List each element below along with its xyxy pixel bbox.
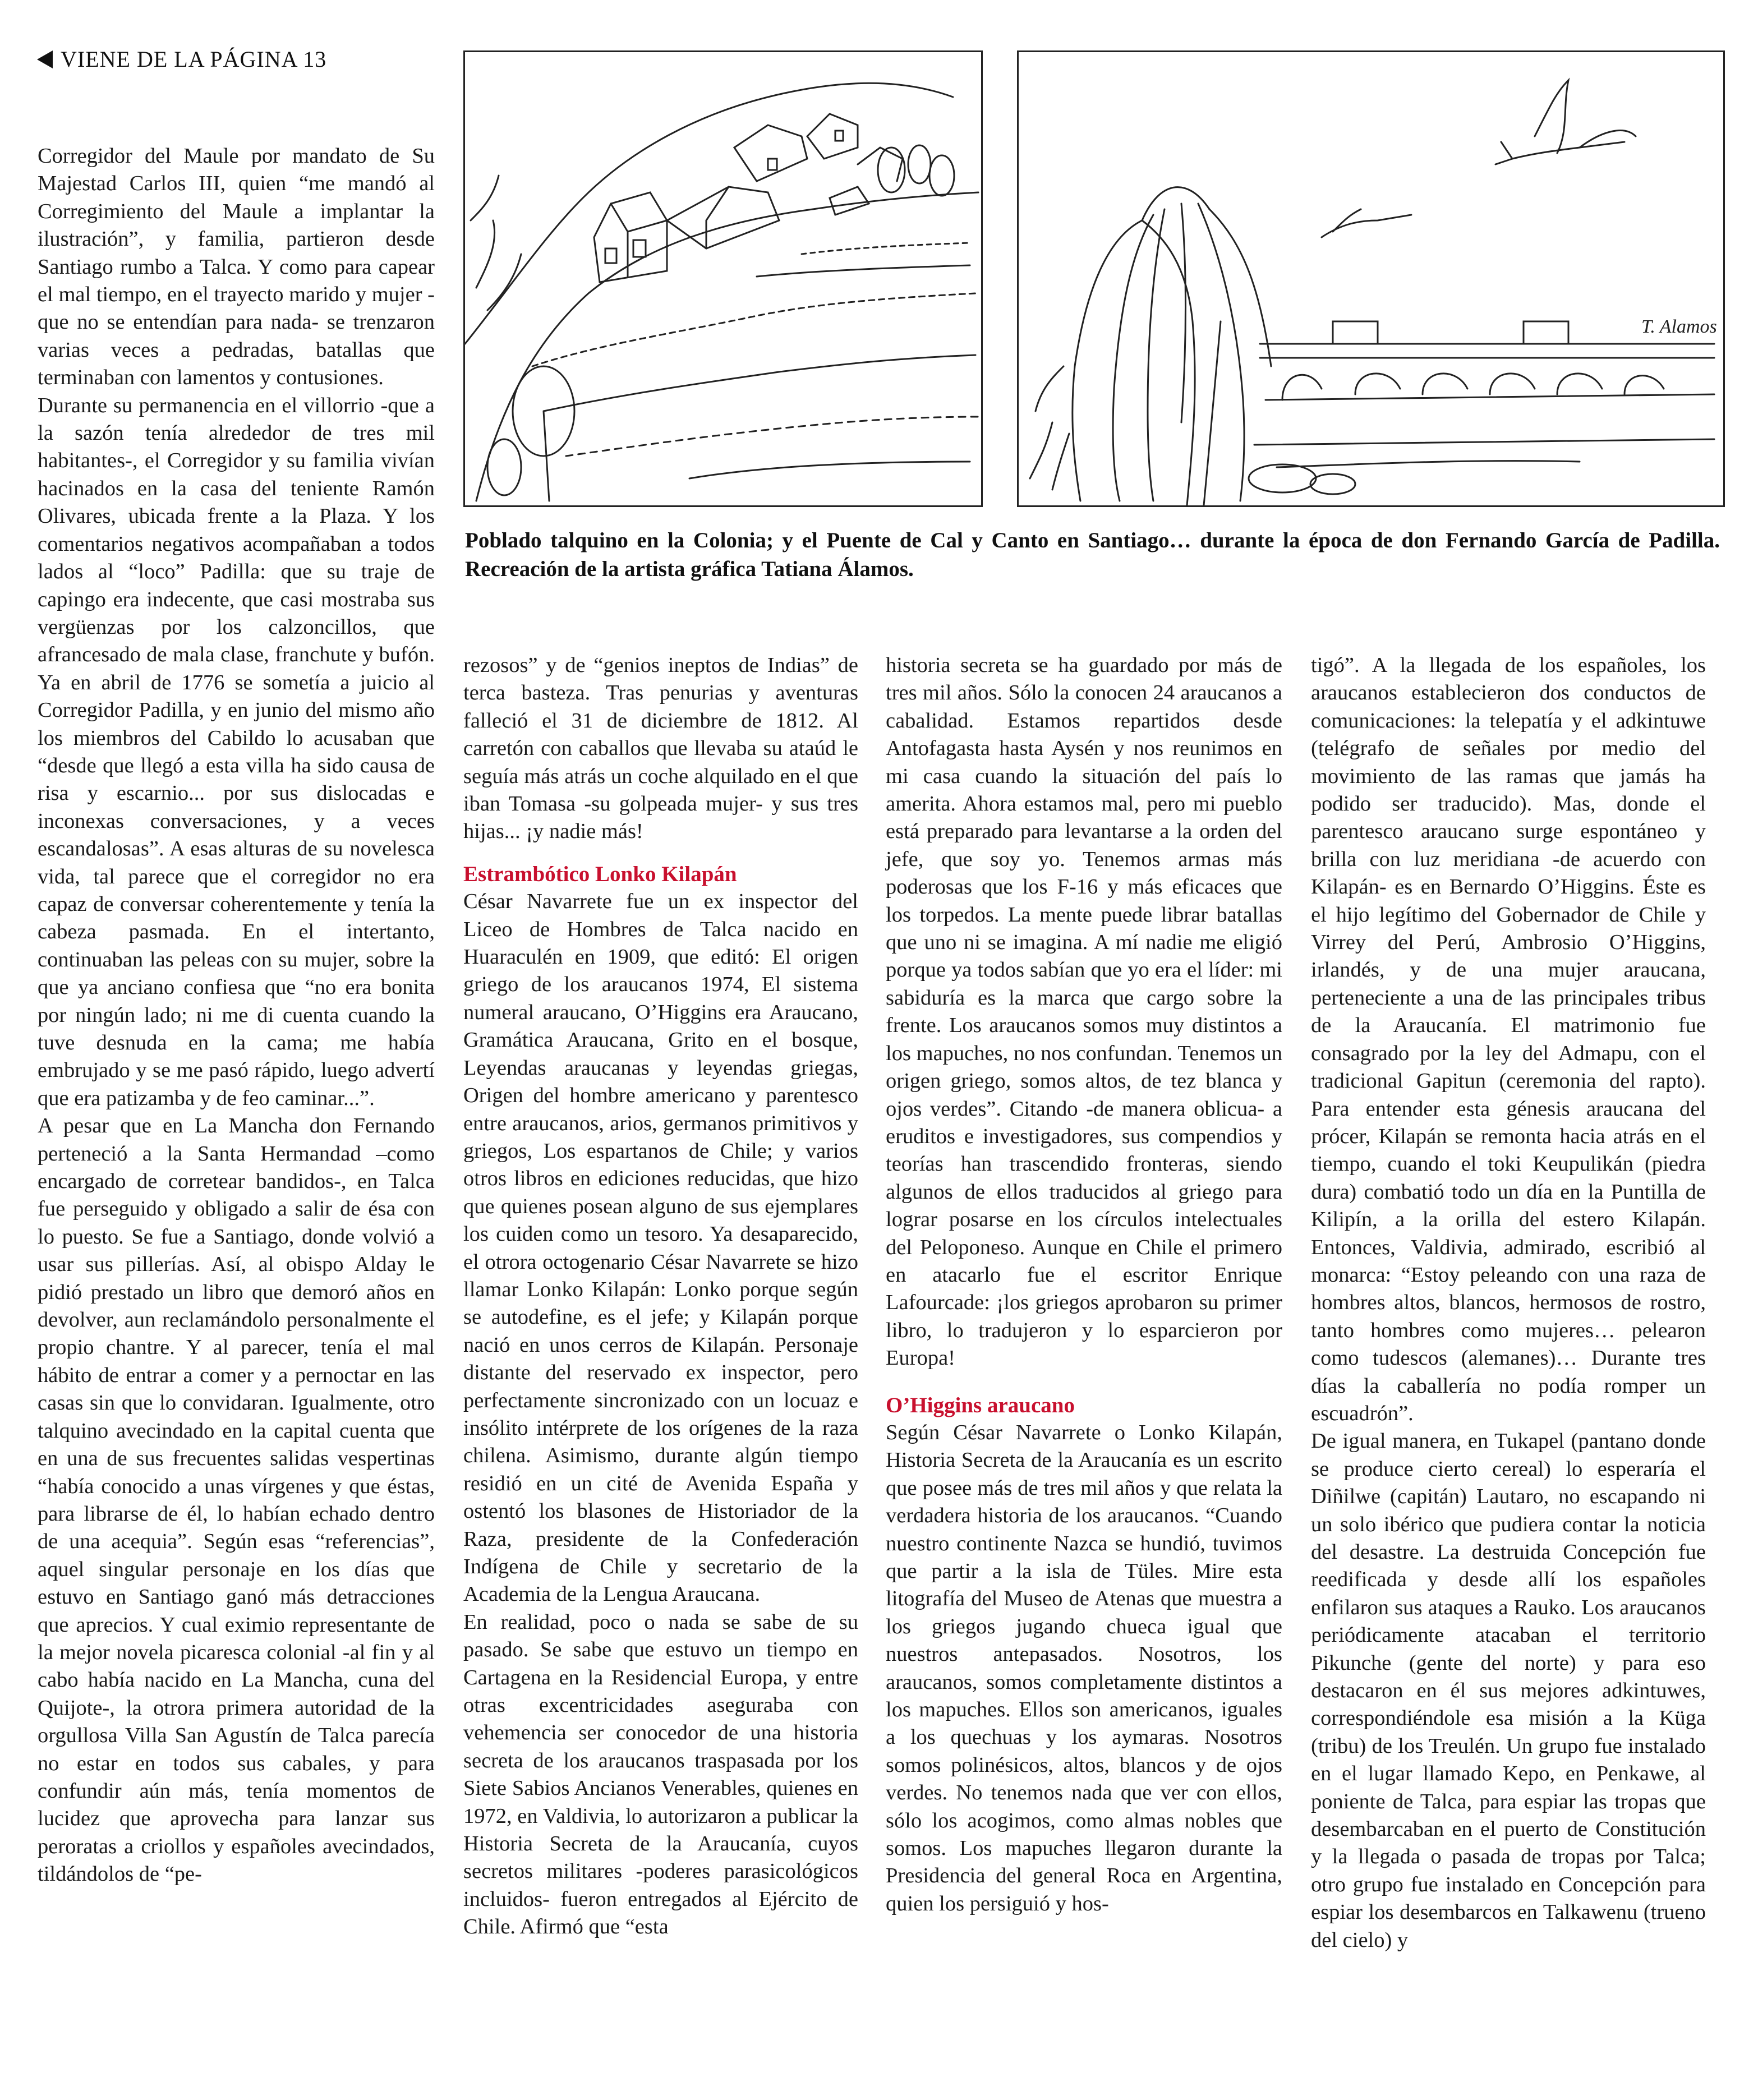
- bridge-illustration: [1017, 50, 1725, 507]
- bridge-drawing: [1019, 52, 1723, 505]
- paragraph: César Navarrete fue un ex inspector del Liceo de Hombres de Talca nacido en Huaraculén en 1909, que editó: El origen griego de los araucanos 1974, El sistema numeral araucano, O’Higgins era Araucano, Gramática Araucana, Grito en el bosque, Leyendas araucanas y leyendas griegas, Origen del hombre americano y parentesco entre araucanos, arios, germanos primitivos y griegos, Los espartanos de Chile; y varios otros libros en ediciones reducidas, que hizo que quienes posean alguno de sus ejemplares los cuiden como un tesoro. Ya desaparecido, el otrora octogenario César Navarrete se hizo llamar Lonko Kilapán: Lonko porque según se autodefine, es el jefe; y Kilapán porque nació en unos cerros de Kilapán. Personaje distante del reservado ex inspector, pero perfectamente sincronizado con un locuaz e insólito intérprete de los orígenes de la raza chilena. Asimismo, durante algún tiempo residió en un cité de Avenida España y ostentó los blasones de Historiador de la Raza, presidente de la Confederación Indígena de Chile y secretario de la Academia de la Lengua Araucana.: [463, 890, 858, 1606]
- paragraph: A pesar que en La Mancha don Fernando perteneció a la Santa Hermandad –como encargado de corretear bandidos-, en Talca fue perseguido y obligado a salir de ésa con lo puesto. Se fue a Santiago, donde volvió a usar sus pillerías. Así, al obispo Alday le pidió prestado un libro que demoró años en devolver, aun reclamándolo personalmente el propio chantre. Y al parecer, tenía el mal hábito de entrar a comer y a pernoctar en las casas sin que lo convidaran. Igualmente, otro talquino avecindado en la capital cuenta que en una de sus frecuentes salidas vespertinas “había conocido a unas vírgenes y que éstas, para librarse de él, lo habían echado dentro de una acequia”. Según esas “referencias”, aquel singular personaje en los días que estuvo en Santiago ganó más detracciones que aprecios. Y cual eximio representante de la mejor novela picaresca colonial -al fin y al cabo había nacido en La Mancha, cuna del Quijote-, la otrora primera autoridad de la orgullosa Villa San Agustín de Talca parecía no estar en todos sus cabales, y para confundir aún más, tenía momentos de lucidez que aprovecha para lanzar sus peroratas a criollos y españoles avecindados, tildándolos de “pe-: [38, 1114, 435, 1886]
- village-drawing: [465, 52, 981, 505]
- column-2: [463, 652, 858, 1941]
- paragraph: historia secreta se ha guardado por más de tres mil años. Sólo la conocen 24 araucanos a cabalidad. Estamos repartidos desde Antofagasta hasta Aysén y nos reunimos en mi casa cuando la situación del país lo amerita. Ahora estamos mal, pero mi pueblo está preparado para levantarse a la orden del jefe, que soy yo. Tenemos armas más poderosas que los F-16 y más eficaces que los torpedos. La mente puede librar batallas que uno ni se imagina. A mí nadie me eligió porque ya todos sabían que yo era el líder: mi sabiduría es la marca que cargo sobre la frente. Los araucanos somos muy distintos a los mapuches, no nos confundan. Tenemos un origen griego, somos altos, de tez blanca y ojos verdes”. Citando -de manera oblicua- a eruditos e investigadores, sus compendios y teorías han trascendido fronteras, siendo algunos de ellos traducidos al griego para lograr posarse en los círculos intelectuales del Peloponeso. Aunque en Chile el primero en atacarlo fue el escritor Enrique Lafourcade: ¡los griegos aprobaron su primer libro, lo tradujeron y lo esparcieron por Europa!: [886, 653, 1282, 1370]
- paragraph: Durante su permanencia en el villorrio -que a la sazón tenía alrededor de tres mil habitantes-, el Corregidor y su familia vivían hacinados en la casa del teniente Ramón Olivares, ubicada frente a la Plaza. Y los comentarios negativos acompañaban a todos lados al “loco” Padilla: que su traje de capingo era indecente, que casi mostraba sus vergüenzas por los calzoncillos, que afrancesado de mala clase, franchute y bufón. Ya en abril de 1776 se sometía a juicio al Corregidor Padilla, y en junio del mismo año los miembros del Cabildo lo acusaban que “desde que llegó a esta villa ha sido causa de risa y escarnio... por sus dislocadas e inconexas conversaciones, y a veces escandalosas”. A esas alturas de su novelesca vida, tal parece que el corregidor no era capaz de conversar coherentemente y tenía la cabeza pasmada. En el intertanto, continuaban las peleas con su mujer, sobre la que ya anciano confiesa que “no era bonita por ningún lado; ni me di cuenta cuando la tuve desnuda en la cama; me había embrujado y se me pasó rápido, luego advertí que era patizamba y de feo caminar...”.: [38, 393, 435, 1110]
- continued-from-label: [37, 46, 326, 72]
- image-caption: Poblado talquino en la Colonia; y el Puente de Cal y Canto en Santiago… durante la época de don Fernando García de Padilla. Recreación de la artista gráfica Tatiana Álamos.: [465, 528, 1720, 581]
- artist-signature: T. Alamos: [1641, 316, 1717, 337]
- column-4: [1311, 652, 1706, 1954]
- paragraph: tigó”. A la llegada de los españoles, los araucanos establecieron dos conductos de comunicaciones: la telepatía y el adkintuwe (telégrafo de señales por medio del movimiento de las ramas que jamás ha podido ser traducido). Mas, donde el parentesco araucano surge espontáneo y brilla con luz meridiana -de acuerdo con Kilapán- es en Bernardo O’Higgins. Éste es el hijo legítimo del Gobernador de Chile y Virrey del Perú, Ambrosio O’Higgins, irlandés, y de una mujer araucana, perteneciente a una de las principales tribus de la Araucanía. El matrimonio fue consagrado por la ley del Admapu, con el tradicional Gapitun (ceremonia del rapto). Para entender esta génesis araucana del prócer, Kilapán se remonta hacia atrás en el tiempo, cuando el toki Keupulikán (piedra dura) combatió todo un día en la Puntilla de Kilipín, a la orilla del estero Kilapán. Entonces, Valdivia, admirado, escribió al monarca: “Estoy peleando con una raza de hombres altos, blancos, hermosos de rostro, tanto hombres como mujeres… pelearon como tudescos (alemanes)… Durante tres días la caballería no podía romper un escuadrón”.: [1311, 653, 1706, 1425]
- paragraph: Corregidor del Maule por mandato de Su Majestad Carlos III, quien “me mandó al Corregimiento del Maule a implantar la ilustración”, y familia, partieron desde Santiago rumbo a Talca. Y como para capear el mal tiempo, en el trayecto marido y mujer -que no se entendían para nada- se trenzaron varias veces a pedradas, batallas que terminaban con lamentos y contusiones.: [38, 144, 435, 390]
- column-1: [38, 142, 435, 1889]
- paragraph: Según César Navarrete o Lonko Kilapán, Historia Secreta de la Araucanía es un escrito que posee más de tres mil años y que relata la verdadera historia de los araucanos. “Cuando nuestro continente Nazca se hundió, tuvimos que partir a la isla de Tüles. Mire esta litografía del Museo de Atenas que muestra a los griegos jugando chueca igual que nuestros antepasados. Nosotros, los araucanos, somos completamente distintos a los mapuches. Ellos son americanos, iguales a los quechuas y los aymaras. Nosotros somos polinésicos, altos, blancos y de ojos verdes. No tenemos nada que ver con ellos, sólo los acogimos, como almas nobles que somos. Los mapuches llegaron durante la Presidencia del general Roca en Argentina, quien los persiguió y hos-: [886, 1420, 1282, 1915]
- left-arrow-icon: [37, 50, 53, 68]
- village-illustration: [463, 50, 983, 507]
- column-3: [886, 652, 1282, 1918]
- paragraph: rezosos” y de “genios ineptos de Indias” de terca basteza. Tras penurias y aventuras falleció el 31 de diciembre de 1812. Al carretón con caballos que llevaba su ataúd le seguía más atrás un coche alquilado en el que iban Tomasa -su golpeada mujer- y sus tres hijas... ¡y nadie más!: [463, 653, 858, 844]
- continued-from-text: VIENE DE LA PÁGINA 13: [61, 47, 327, 72]
- section-heading-ohiggins: O’Higgins araucano: [886, 1393, 1075, 1417]
- paragraph: De igual manera, en Tukapel (pantano donde se produce cierto cereal) lo esperaría el Diñilwe (capitán) Lautaro, no escapando ni un solo ibérico que pudiera contar la noticia del desastre. La destruida Concepción fue reedificada y desde allí los españoles enfilaron sus ataques a Rauko. Los araucanos periódicamente atacaban el territorio Pikunche (gente del norte) y para eso destacaron en él sus mejores adkintuwes, correspondiéndole esa misión a la Küga (tribu) de los Treulén. Un grupo fue instalado en el lugar llamado Kepo, en Penkawe, al poniente de Talca, para espiar las tropas que desembarcaban en el puerto de Constitución y la llegada o pasada de tropas por Talca; otro grupo fue instalado en Concepción para espiar los desembarcos en Talkawenu (trueno del cielo) y: [1311, 1429, 1706, 1952]
- paragraph: En realidad, poco o nada se sabe de su pasado. Se sabe que estuvo un tiempo en Cartagena en la Residencial Europa, y entre otras excentricidades aseguraba con vehemencia ser conocedor de una historia secreta de los araucanos traspasada por los Siete Sabios Ancianos Venerables, quienes en 1972, en Valdivia, lo autorizaron a publicar la Historia Secreta de la Araucanía, cuyos secretos militares -poderes parasicológicos incluidos- fueron entregados al Ejército de Chile. Afirmó que “esta: [463, 1610, 858, 1939]
- section-heading-kilapan: Estrambótico Lonko Kilapán: [463, 862, 737, 886]
